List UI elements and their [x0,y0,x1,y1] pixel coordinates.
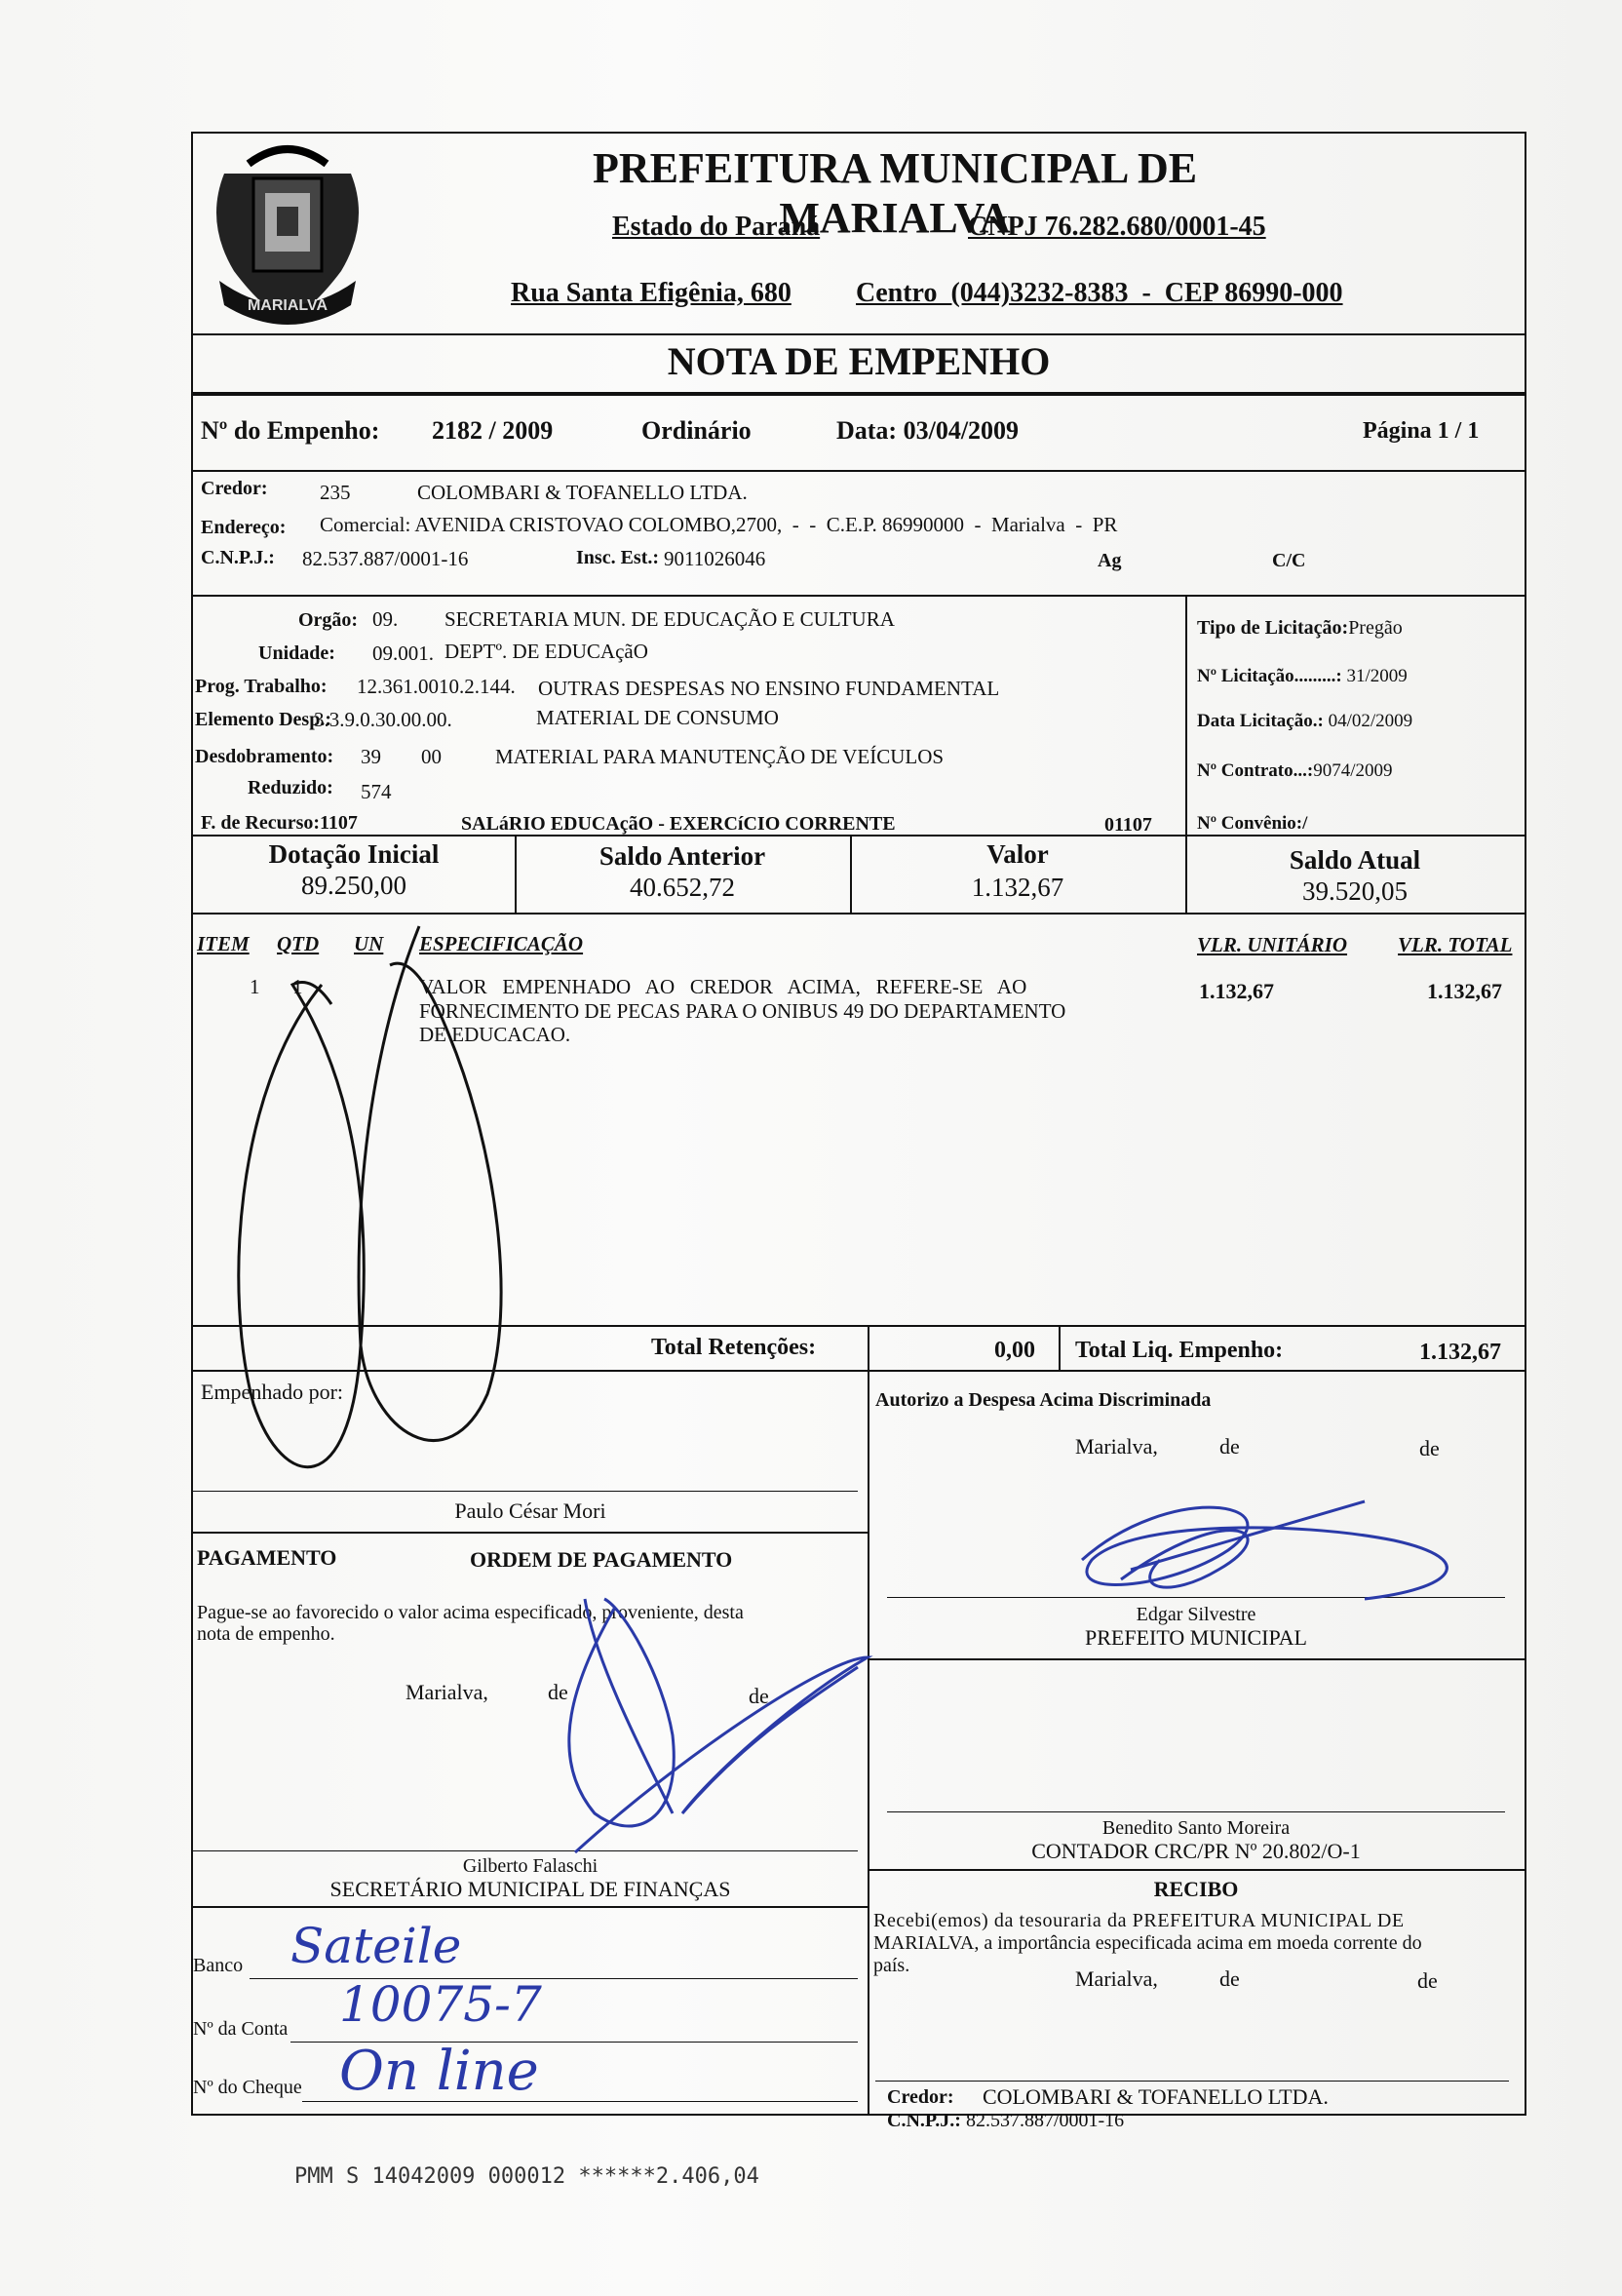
total-retencoes-label: Total Retenções: [651,1335,817,1360]
ordem-pagamento-label: ORDEM DE PAGAMENTO [470,1547,733,1572]
empenhado-por-label: Empenhado por: [201,1380,344,1404]
reduzido-label: Reduzido: [248,777,333,798]
aut-de-1: de [1219,1434,1240,1459]
elemento-code: 3.3.9.0.30.00.00. [314,708,452,731]
dotacao-value: 89.250,00 [301,871,406,900]
tipo-licitacao-value: Pregão [1348,617,1403,639]
saldo-atual-value: 39.520,05 [1302,876,1408,906]
rec-de-2: de [1417,1968,1438,1993]
pag-de-2: de [749,1684,769,1708]
secretario-name: Gilberto Falaschi [462,1855,599,1877]
recurso-code: 1107 [320,812,358,834]
elemento-label: Elemento Desp.: [195,709,331,730]
contador-title: CONTADOR CRC/PR Nº 20.802/O-1 [1031,1839,1361,1863]
endereco-value: Comercial: AVENIDA CRISTOVAO COLOMBO,2700, - - C.E.P. 86990000 - Marialva - PR [320,513,1118,536]
recibo-line-3: país. [873,1955,910,1976]
empenho-type: Ordinário [641,416,752,445]
item-desc-line-1: VALOR EMPENHADO AO CREDOR ACIMA, REFERE-SE AO [419,975,1027,998]
autorizo-label: Autorizo a Despesa Acima Discriminada [875,1389,1212,1411]
recibo-cnpj [887,2110,1124,2132]
prefeito-name: Edgar Silvestre [1136,1604,1256,1625]
item-desc-line-3: DE EDUCACAO. [419,1023,571,1046]
insc-est-label: Insc. Est.: [576,547,660,568]
desdobramento-sub: 00 [421,745,442,768]
col-qtd: QTD [277,932,320,955]
col-especificacao: ESPECIFICAÇÃO [419,932,584,955]
col-vlr-unitario: VLR. UNITÁRIO [1197,933,1348,956]
recibo-line-1: Recebi(emos) da tesouraria da PREFEITURA MUNICIPAL DE [873,1910,1405,1931]
recibo-cnpj-value: 82.537.887/0001-16 [965,2110,1125,2131]
item-number: 1 [250,975,260,998]
empenhado-signer: Paulo César Mori [454,1498,606,1523]
desdobramento-value: MATERIAL PARA MANUTENÇÃO DE VEÍCULOS [495,745,945,768]
unidade-label: Unidade: [258,642,335,664]
orgao-code: 09. [372,607,399,631]
aut-de-2: de [1419,1436,1440,1460]
cc-label: C/C [1272,550,1306,571]
document-title: NOTA DE EMPENHO [667,339,1051,383]
credor-name: COLOMBARI & TOFANELLO LTDA. [417,481,748,504]
saldo-atual-label: Saldo Atual [1289,845,1421,875]
cnpj-label: C.N.P.J.: [201,547,275,568]
contador-name: Benedito Santo Moreira [1101,1817,1291,1839]
col-un: UN [354,932,384,955]
reduzido-value: 574 [361,780,392,803]
credor-code: 235 [320,481,351,504]
prefeito-title: PREFEITO MUNICIPAL [1085,1625,1307,1650]
item-vlr-unitario: 1.132,67 [1199,979,1274,1003]
pague-line-2: nota de empenho. [197,1623,335,1645]
aut-marialva: Marialva, [1075,1434,1158,1459]
prog-label: Prog. Trabalho: [195,676,328,697]
elemento-value: MATERIAL DE CONSUMO [536,706,779,729]
pague-line-1: Pague-se ao favorecido o valor acima especificado, proveniente, desta [197,1602,744,1623]
contrato-value: 9074/2009 [1313,760,1393,781]
item-desc-line-2: FORNECIMENTO DE PECAS PARA O ONIBUS 49 DO DEPARTAMENTO [419,999,1066,1023]
item-vlr-total: 1.132,67 [1427,979,1502,1003]
state-label: Estado do Paraná [612,212,821,242]
recibo-line-2: MARIALVA, a importância especificada acima em moeda corrente do [873,1932,1422,1954]
recibo-cnpj-label: C.N.P.J.: [887,2110,961,2131]
saldo-anterior-label: Saldo Anterior [599,841,766,871]
pag-marialva: Marialva, [406,1680,488,1704]
ag-label: Ag [1098,550,1122,571]
data-licitacao-value: 04/02/2009 [1328,711,1413,731]
col-item: ITEM [197,932,250,955]
svg-text:MARIALVA: MARIALVA [247,297,328,314]
banco-label: Banco [193,1955,244,1976]
recibo-credor-label: Credor: [887,2086,954,2108]
recurso-value: SALáRIO EDUCAçãO - EXERCíCIO CORRENTE [461,813,896,835]
total-retencoes-value: 0,00 [994,1338,1035,1363]
footer-stamp: PMM S 14042009 000012 ******2.406,04 [294,2164,759,2189]
contact-header: Centro (044)3232-8383 - CEP 86990-000 [856,278,1343,308]
num-licitacao-label: Nº Licitação.........: 31/2009 [1197,666,1408,686]
banco-handwritten: Sateile [290,1918,462,1974]
secretario-title: SECRETÁRIO MUNICIPAL DE FINANÇAS [329,1877,731,1901]
saldo-anterior-value: 40.652,72 [630,873,735,902]
convenio-label: Nº Convênio:/ [1197,813,1308,834]
rec-de-1: de [1219,1966,1240,1991]
address-header: Rua Santa Efigênia, 680 [511,278,792,308]
num-licitacao-value: 31/2009 [1346,666,1408,686]
endereco-label: Endereço: [201,517,287,538]
pagamento-label: PAGAMENTO [197,1545,337,1570]
page-title: PREFEITURA MUNICIPAL DE MARIALVA [592,144,1198,242]
desdobramento-code: 39 [361,745,381,768]
cnpj-header: CNPJ 76.282.680/0001-45 [968,212,1266,242]
item-qtd: 1 [292,975,303,998]
recurso-label: F. de Recurso: [201,812,321,834]
rec-marialva: Marialva, [1075,1966,1158,1991]
conta-handwritten: 10075-7 [339,1976,542,2033]
conta-label: Nº da Conta [193,2018,289,2040]
dotacao-label: Dotação Inicial [268,839,440,869]
cnpj-value: 82.537.887/0001-16 [302,547,469,570]
prog-code: 12.361.0010.2.144. [357,675,516,698]
desdobramento-label: Desdobramento: [195,746,334,767]
tipo-licitacao-label: Tipo de Licitação:Pregão [1197,617,1403,639]
recibo-title: RECIBO [1153,1877,1239,1901]
recurso-number: 01107 [1104,814,1152,836]
prog-value: OUTRAS DESPESAS NO ENSINO FUNDAMENTAL [538,677,1000,700]
cheque-label: Nº do Cheque [193,2077,302,2098]
valor-label: Valor [986,839,1049,869]
total-liq-value: 1.132,67 [1419,1340,1501,1365]
total-liq-label: Total Liq. Empenho: [1075,1338,1284,1363]
empenho-date: Data: 03/04/2009 [836,416,1020,445]
valor-value: 1.132,67 [971,873,1064,902]
empenho-number-label: Nº do Empenho: [201,416,380,445]
contrato-label: Nº Contrato...:9074/2009 [1197,760,1393,781]
page-number: Página 1 / 1 [1363,418,1480,444]
orgao-value: SECRETARIA MUN. DE EDUCAÇÃO E CULTURA [444,607,895,631]
unidade-value: DEPTº. DE EDUCAçãO [444,640,648,663]
data-licitacao-label: Data Licitação.: 04/02/2009 [1197,711,1413,731]
orgao-label: Orgão: [298,609,359,631]
insc-est-value: 9011026046 [664,547,766,570]
cheque-handwritten: On line [339,2040,539,2103]
nota-empenho-form [191,132,1526,2116]
pag-de-1: de [548,1680,568,1704]
credor-label: Credor: [201,478,268,499]
empenho-number: 2182 / 2009 [432,416,554,445]
unidade-code: 09.001. [372,642,434,665]
col-vlr-total: VLR. TOTAL [1398,933,1513,956]
recibo-credor-name: COLOMBARI & TOFANELLO LTDA. [983,2084,1329,2109]
